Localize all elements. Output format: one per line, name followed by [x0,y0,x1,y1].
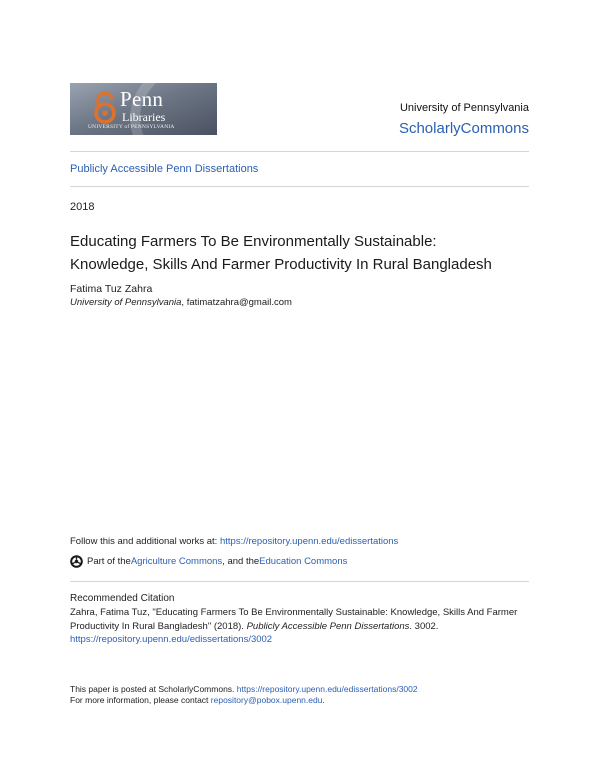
contact-email-link[interactable]: repository@pobox.upenn.edu [210,695,323,705]
logo-subline-text: UNIVERSITY of PENNSYLVANIA [88,124,175,130]
posted-label: This paper is posted at ScholarlyCommons. [70,684,237,694]
author-name: Fatima Tuz Zahra [70,283,153,295]
repository-link[interactable]: ScholarlyCommons [398,120,529,137]
more-info-end: . [322,695,325,705]
collection-link[interactable]: Publicly Accessible Penn Dissertations [70,163,259,175]
affiliation-separator: , [181,297,187,308]
citation-number: . 3002. [409,620,439,632]
agriculture-commons-link[interactable]: Agriculture Commons [130,556,223,567]
logo-libraries-text: Libraries [122,110,166,124]
citation-block [70,606,532,647]
title-line: Educating Farmers To Be Environmentally Sustainable: [70,233,437,250]
citation-line: Productivity In Rural Bangladesh" (2018). [70,620,247,632]
document-title [70,230,530,276]
network-commons-icon [70,555,83,568]
publication-year: 2018 [70,201,95,213]
divider [70,581,529,582]
citation-link[interactable]: https://repository.upenn.edu/edissertations/3002 [70,634,273,645]
education-commons-link[interactable]: Education Commons [259,556,348,567]
citation-line: Zahra, Fatima Tuz, "Educating Farmers To Be Environmentally Sustainable: Knowledge, Skills And Farmer [70,607,518,618]
follow-line [70,536,398,547]
more-info-line [70,695,325,705]
title-line: Knowledge, Skills And Farmer Productivity In Rural Bangladesh [70,256,492,273]
part-of-prefix: Part of the [87,556,131,567]
recommended-citation-heading: Recommended Citation [70,593,175,604]
follow-link[interactable]: https://repository.upenn.edu/edissertations [219,536,399,547]
follow-label: Follow this and additional works at: [70,536,220,547]
posted-line [70,684,418,694]
penn-libraries-logo[interactable] [70,83,217,135]
divider [70,151,529,152]
affiliation-name: University of Pennsylvania [70,297,182,308]
part-of-middle: , and the [222,556,260,567]
more-info-label: For more information, please contact [70,695,211,705]
posted-link[interactable]: https://repository.upenn.edu/edissertations/3002 [236,684,418,694]
part-of-line [70,555,347,568]
divider [70,186,529,187]
citation-journal: Publicly Accessible Penn Dissertations [246,620,410,632]
open-access-lock-icon [92,91,118,125]
institution-name: University of Pennsylvania [399,102,529,114]
author-email: fatimatzahra@gmail.com [186,297,292,308]
logo-penn-text: Penn [120,87,164,111]
author-affiliation [70,297,292,308]
